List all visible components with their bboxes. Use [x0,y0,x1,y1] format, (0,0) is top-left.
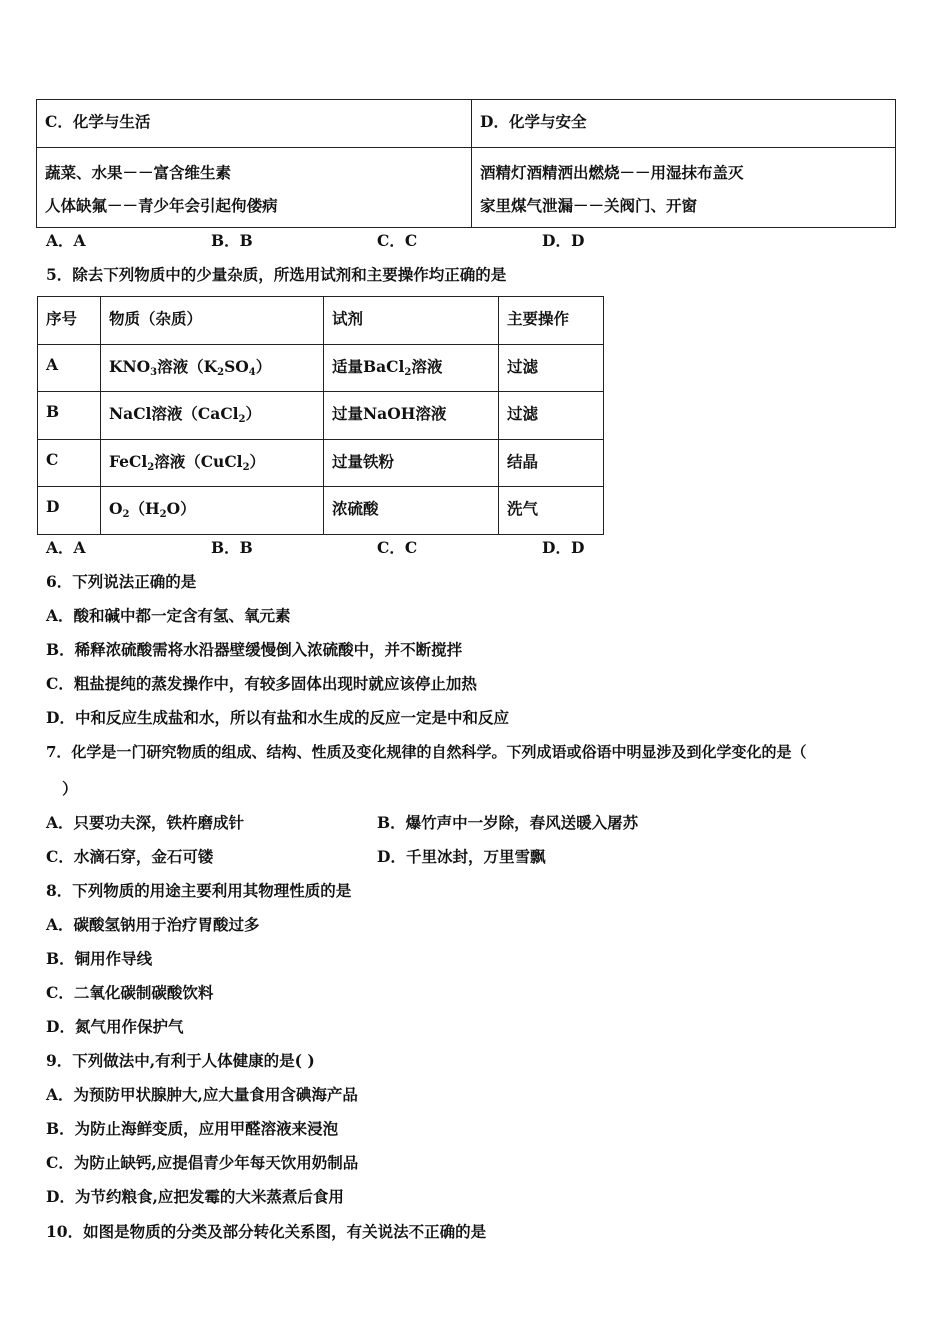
q9-option-a: A．为预防甲状腺肿大,应大量食用含碘海产品 [46,1085,358,1104]
q5-row-substance: NaCl溶液（CaCl$_2$） [101,392,324,440]
q4-d-line2: 家里煤气泄漏－－关阀门、开窗 [480,196,698,215]
q4-c-line2: 人体缺氟－－青少年会引起佝偻病 [45,196,278,215]
q5-row-substance: $O_2(H_2O)$ [101,487,324,535]
q5-row-reagent: 过量NaOH溶液 [324,392,499,440]
q9-option-c: C．为防止缺钙,应提倡青少年每天饮用奶制品 [46,1153,359,1172]
q5-row-id: D [38,487,101,535]
q4-cell-c-title: C．化学与生活 [37,100,472,148]
q7-question-line2: ） [62,779,78,798]
q4-c-line1: 蔬菜、水果－－富含维生素 [45,163,232,182]
q5-option-a: A．A [46,538,86,557]
q5-row-id: B [38,392,101,440]
q9-option-b: B．为防止海鲜变质，应用甲醛溶液来浸泡 [46,1119,339,1138]
table-row [38,345,604,392]
q4-option-c: C．C [377,231,418,250]
q5-row-substance: FeCl$_2$溶液（CuCl$_2$） [101,440,324,487]
table-row [38,440,604,487]
table-row [38,392,604,440]
q4-option-b: B．B [211,231,253,250]
q4-cell-d-title: D．化学与安全 [472,100,896,148]
q8-option-a: A．碳酸氢钠用于治疗胃酸过多 [46,915,260,934]
q5-option-d: D．D [542,538,585,557]
q8-option-c: C．二氧化碳制碳酸饮料 [46,983,214,1002]
q6-option-b: B．稀释浓硫酸需将水沿器壁缓慢倒入浓硫酸中，并不断搅拌 [46,640,463,659]
q7-option-d: D．千里冰封，万里雪飘 [377,847,546,866]
q5-row-id: A [38,345,101,392]
q5-row-id: C [38,440,101,487]
q5-row-operation: 结晶 [499,440,604,487]
q7-option-b: B．爆竹声中一岁除，春风送暖入屠苏 [377,813,639,832]
q9-option-d: D．为节约粮食,应把发霉的大米蒸煮后食用 [46,1187,344,1206]
q5-question: 5．除去下列物质中的少量杂质，所选用试剂和主要操作均正确的是 [46,265,507,284]
q4-cell-c-body [37,148,472,228]
q5-option-c: C．C [377,538,418,557]
q4-option-a: A．A [46,231,86,250]
q4-table [36,99,896,228]
q6-option-c: C．粗盐提纯的蒸发操作中，有较多固体出现时就应该停止加热 [46,674,477,693]
q8-option-d: D．氮气用作保护气 [46,1017,184,1036]
table-row [38,487,604,535]
q5-row-reagent: 浓硫酸 [324,487,499,535]
q5-header-operation: 主要操作 [499,297,604,345]
q5-row-operation: 过滤 [499,345,604,392]
q4-cell-d-body [472,148,896,228]
q5-table [37,296,604,535]
q4-option-d: D．D [542,231,585,250]
q9-question: 9．下列做法中,有利于人体健康的是( ) [46,1051,315,1070]
q10-question: 10．如图是物质的分类及部分转化关系图，有关说法不正确的是 [46,1222,487,1241]
q6-question: 6．下列说法正确的是 [46,572,197,591]
q5-row-operation: 洗气 [499,487,604,535]
q8-option-b: B．铜用作导线 [46,949,153,968]
q5-row-substance: $KNO_3$溶液$(K_2SO_4)$ [101,345,324,392]
q8-question: 8．下列物质的用途主要利用其物理性质的是 [46,881,352,900]
q5-row-operation: 过滤 [499,392,604,440]
q5-row-reagent: 过量铁粉 [324,440,499,487]
q6-option-d: D．中和反应生成盐和水，所以有盐和水生成的反应一定是中和反应 [46,708,509,727]
q4-d-line1: 酒精灯酒精洒出燃烧－－用湿抹布盖灭 [480,163,744,182]
q5-header-substance: 物质（杂质） [101,297,324,345]
q5-header-reagent: 试剂 [324,297,499,345]
q7-question-line1: 7．化学是一门研究物质的组成、结构、性质及变化规律的自然科学。下列成语或俗语中明显涉及到化学变化的是（ [46,743,807,761]
q5-row-reagent: 适量BaCl$_2$溶液 [324,345,499,392]
q5-header-id: 序号 [38,297,101,345]
q5-option-b: B．B [211,538,253,557]
q7-option-c: C．水滴石穿，金石可镂 [46,847,214,866]
q6-option-a: A．酸和碱中都一定含有氢、氧元素 [46,606,291,625]
q7-option-a: A．只要功夫深，铁杵磨成针 [46,813,245,832]
